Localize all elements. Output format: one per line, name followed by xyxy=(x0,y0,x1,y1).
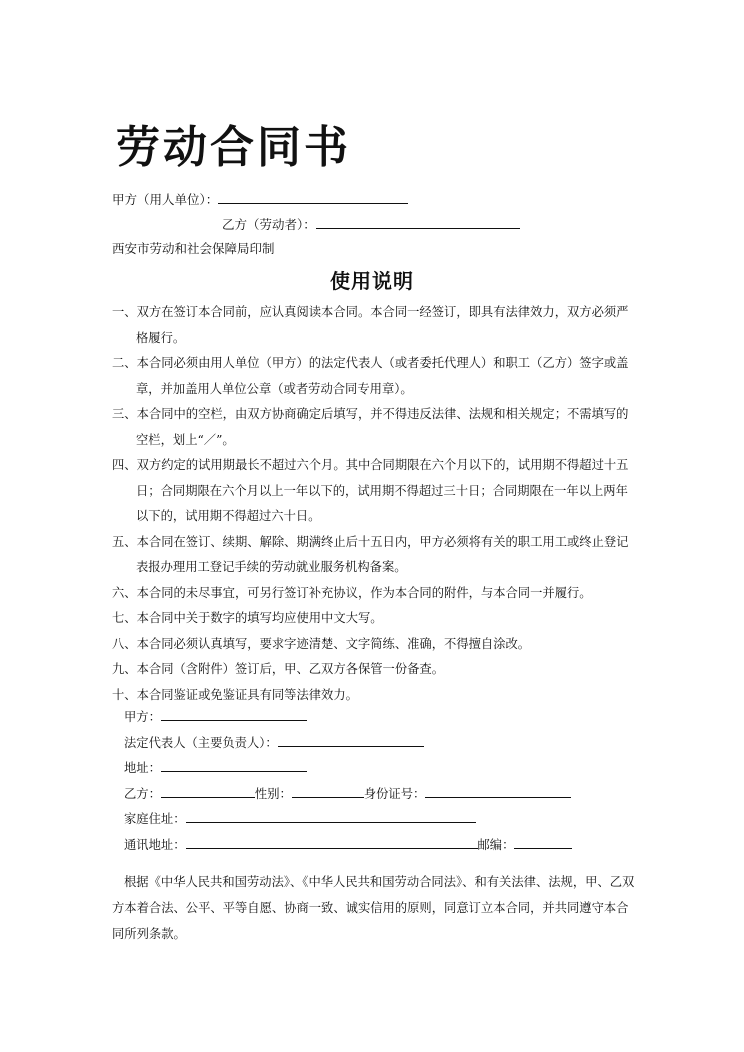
address-field[interactable] xyxy=(161,758,307,772)
gender-field[interactable] xyxy=(292,784,364,798)
party-b-label: 乙方（劳动者）： xyxy=(222,217,316,232)
agreement-paragraph: 根据《中华人民共和国劳动法》、《中华人民共和国劳动合同法》、和有关法律、法规，甲、乙双方本着合法、公平、平等自愿、协商一致、诚实信用的原则，同意订立本合同，并共同遵守本合同所列条款。 xyxy=(112,875,635,942)
publisher-line: 西安市劳动和社会保障局印制 xyxy=(112,241,275,256)
postcode-label: 邮编： xyxy=(477,837,515,852)
party-a-label: 甲方（用人单位）： xyxy=(112,192,219,207)
party-b-blank[interactable] xyxy=(316,215,520,229)
instruction-item: 三、本合同中的空栏，由双方协商确定后填写，并不得违反法律、法规和相关规定；不需填写的空栏，划上“／”。 xyxy=(112,407,629,447)
instruction-item: 四、双方约定的试用期最长不超过六个月。其中合同期限在六个月以下的，试用期不得超过十五日；合同期限在六个月以上一年以下的，试用期不得超过三十日；合同期限在一年以上两年以下的，试用期不得超过六十日。 xyxy=(112,458,629,523)
form-block xyxy=(124,705,644,859)
instruction-item: 一、双方在签订本合同前，应认真阅读本合同。本合同一经签订，即具有法律效力，双方必须严格履行。 xyxy=(112,305,629,345)
form-row-party-a xyxy=(124,705,644,731)
party-a-blank[interactable] xyxy=(218,190,408,204)
instruction-item: 七、本合同中关于数字的填写均应使用中文大写。 xyxy=(112,611,383,625)
gender-label: 性别： xyxy=(254,786,292,801)
instruction-item: 五、本合同在签订、续期、解除、期满终止后十五日内，甲方必须将有关的职工用工或终止登记表报办理用工登记手续的劳动就业服务机构备案。 xyxy=(112,534,629,574)
section-title: 使用说明 xyxy=(330,269,414,293)
address-label: 地址： xyxy=(124,761,161,776)
id-number-field[interactable] xyxy=(425,784,571,798)
instruction-item: 六、本合同的未尽事宜，可另行签订补充协议，作为本合同的附件，与本合同一并履行。 xyxy=(112,585,592,600)
home-address-label: 家庭住址： xyxy=(124,812,186,827)
form-row-party-b xyxy=(124,782,644,808)
party-a-field-label: 甲方： xyxy=(124,710,161,724)
party-b-line xyxy=(222,215,520,234)
document-title: 劳动合同书 xyxy=(116,122,351,173)
form-row-address xyxy=(124,756,644,782)
instruction-item: 九、本合同（含附件）签订后，甲、乙双方各保管一份备查。 xyxy=(112,662,445,676)
form-row-legal-rep xyxy=(124,731,644,757)
party-a-line xyxy=(112,190,408,209)
instruction-item: 十、本合同鉴证或免鉴证具有同等法律效力。 xyxy=(112,687,358,702)
instruction-item: 八、本合同必须认真填写，要求字迹清楚、文字简练、准确，不得擅自涂改。 xyxy=(112,636,531,651)
postcode-field[interactable] xyxy=(514,835,572,849)
party-a-field[interactable] xyxy=(161,707,307,721)
legal-rep-label: 法定代表人（主要负责人）： xyxy=(124,735,278,750)
instructions-list xyxy=(112,300,638,708)
form-row-mail-address xyxy=(124,833,644,859)
legal-rep-field[interactable] xyxy=(278,733,424,747)
id-number-label: 身份证号： xyxy=(363,786,426,801)
mail-address-field[interactable] xyxy=(186,835,478,849)
mail-address-label: 通讯地址： xyxy=(124,837,186,852)
form-row-home-address xyxy=(124,807,644,833)
instruction-item: 二、本合同必须由用人单位（甲方）的法定代表人（或者委托代理人）和职工（乙方）签字或盖章，并加盖用人单位公章（或者劳动合同专用章）。 xyxy=(112,356,629,396)
home-address-field[interactable] xyxy=(186,809,476,823)
party-b-field-label: 乙方： xyxy=(124,786,161,801)
party-b-field[interactable] xyxy=(161,784,255,798)
